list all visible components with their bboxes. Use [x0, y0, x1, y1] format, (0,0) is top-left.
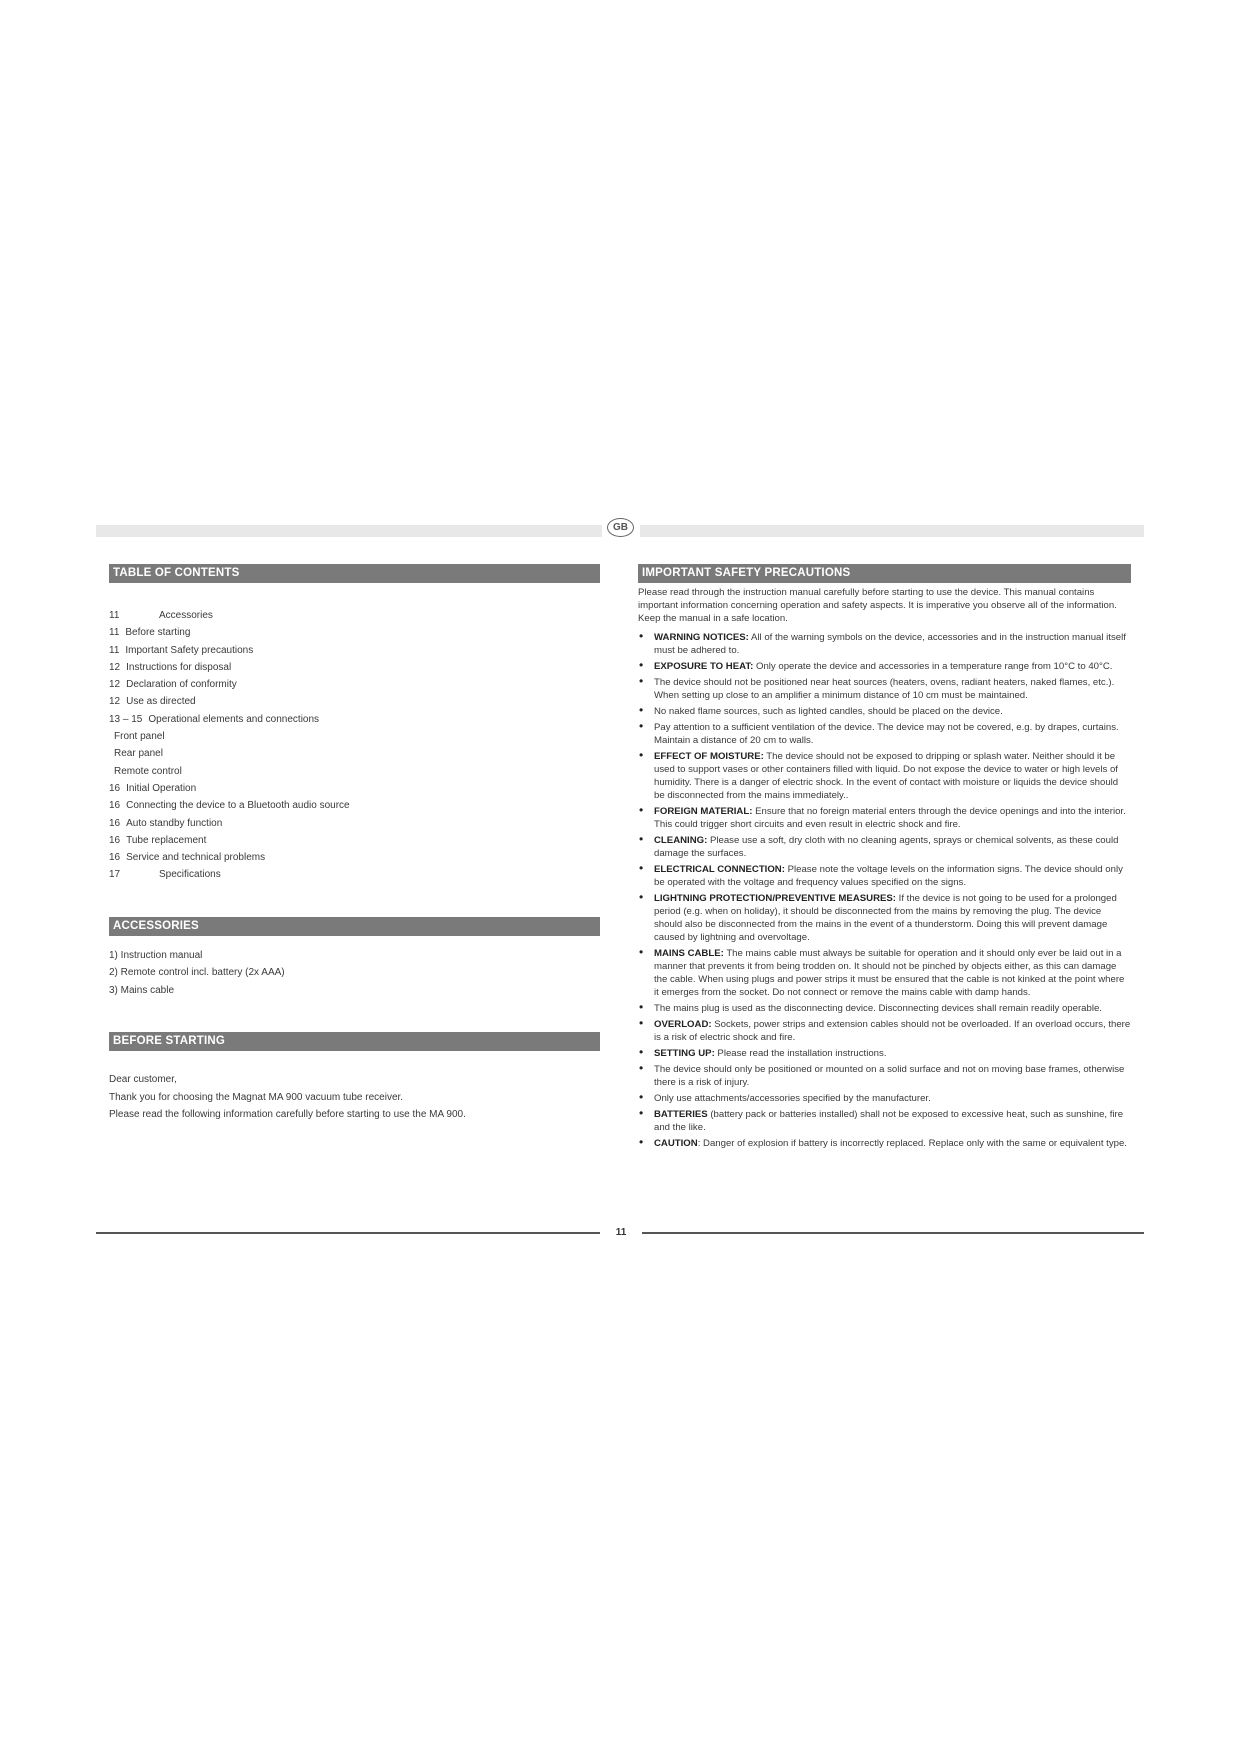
safety-item-text: Pay attention to a sufficient ventilation of the device. The device may not be covered, e.g. by drapes, curtains. Maintain a distance of 20 cm to walls.	[654, 722, 1119, 746]
paragraph: Please read the following information carefully before starting to use the MA 900.	[109, 1109, 466, 1121]
header-rule-right	[640, 525, 1144, 537]
safety-item	[638, 863, 1131, 889]
safety-item	[638, 705, 1131, 718]
safety-item-keyword: CAUTION	[654, 1138, 698, 1149]
list-item: 2) Remote control incl. battery (2x AAA)	[109, 967, 285, 979]
safety-item-text: Sockets, power strips and extension cables should not be overloaded. If an overload occurs, there is a risk of electric shock and fire.	[654, 1019, 1131, 1043]
safety-item-keyword: ELECTRICAL CONNECTION:	[654, 864, 785, 875]
paragraph: Dear customer,	[109, 1074, 177, 1086]
safety-item-keyword: EFFECT OF MOISTURE:	[654, 751, 764, 762]
toc-page-number: 13 – 15	[109, 713, 143, 725]
toc-label: Use as directed	[126, 696, 196, 708]
page-number: 11	[615, 1227, 627, 1238]
safety-item	[638, 1018, 1131, 1044]
safety-item-keyword: BATTERIES	[654, 1109, 708, 1120]
toc-label: Initial Operation	[126, 782, 197, 794]
accessories-list	[109, 947, 600, 1000]
toc-list	[109, 607, 600, 884]
safety-item-text: (battery pack or batteries installed) shall not be exposed to excessive heat, such as sunshine, fire and the like.	[654, 1109, 1124, 1133]
before-starting-heading: BEFORE STARTING	[109, 1032, 600, 1051]
toc-label: Auto standby function	[126, 817, 223, 829]
safety-item-text: The device should only be positioned or mounted on a solid surface and not on moving base frames, otherwise there is a risk of injury.	[654, 1064, 1125, 1088]
safety-item	[638, 1002, 1131, 1015]
toc-item	[109, 711, 600, 728]
safety-item	[638, 1092, 1131, 1105]
toc-item	[109, 676, 600, 693]
toc-label: Important Safety precautions	[125, 644, 254, 656]
toc-label: Before starting	[125, 627, 191, 639]
safety-item	[638, 947, 1131, 999]
safety-item-text: : Danger of explosion if battery is incorrectly replaced. Replace only with the same or equivalent type.	[697, 1138, 1127, 1149]
safety-item-keyword: WARNING NOTICES:	[654, 632, 749, 643]
right-column	[638, 564, 1131, 1153]
safety-item-text: All of the warning symbols on the device, accessories and in the instruction manual itself must be adhered to.	[654, 632, 1126, 656]
safety-item-text: Please read the installation instructions.	[714, 1048, 887, 1059]
safety-item-keyword: FOREIGN MATERIAL:	[654, 806, 753, 817]
toc-label: Service and technical problems	[126, 852, 266, 864]
toc-label: Instructions for disposal	[126, 661, 232, 673]
safety-item-text: If the device is not going to be used for a prolonged period (e.g. when on holiday), it should be disconnected from the mains by removing the plug. The device should also be disconnected from the mains in the event of a thunderstorm. Doing this will prevent damage caused by lightning and overvoltage.	[654, 893, 1117, 943]
toc-page-number: 12	[109, 679, 121, 691]
safety-item-keyword: EXPOSURE TO HEAT:	[654, 661, 754, 672]
toc-item	[109, 797, 600, 814]
safety-item	[638, 660, 1131, 673]
safety-item-text: Please note the voltage levels on the information signs. The device should only be operated with the voltage and frequency values specified on the signs.	[654, 864, 1123, 888]
toc-item	[109, 728, 600, 745]
toc-item	[109, 659, 600, 676]
toc-label: Declaration of conformity	[126, 679, 237, 691]
safety-list	[638, 631, 1131, 1150]
list-item: 1) Instruction manual	[109, 949, 203, 961]
footer-rule-right	[642, 1232, 1144, 1234]
toc-page-number: 11	[109, 644, 120, 656]
accessories-heading: ACCESSORIES	[109, 917, 600, 936]
safety-item-keyword: MAINS CABLE:	[654, 948, 724, 959]
paragraph: Thank you for choosing the Magnat MA 900 vacuum tube receiver.	[109, 1091, 404, 1103]
toc-label: Connecting the device to a Bluetooth audio source	[126, 800, 350, 812]
toc-item	[109, 832, 600, 849]
toc-item	[109, 815, 600, 832]
toc-label: Accessories	[159, 610, 213, 621]
before-starting-text	[109, 1071, 600, 1124]
safety-item	[638, 1047, 1131, 1060]
toc-page-number: 11	[109, 627, 120, 639]
toc-label: Tube replacement	[126, 834, 207, 846]
safety-item	[638, 1063, 1131, 1089]
toc-item	[109, 866, 600, 883]
toc-page-number: 11	[109, 610, 120, 621]
safety-item-keyword: SETTING UP:	[654, 1048, 715, 1059]
toc-page-number: 17	[109, 869, 121, 881]
footer-rule-left	[96, 1232, 600, 1234]
safety-item-text: The device should not be exposed to dripping or splash water. Neither should it be used to support vases or other containers filled with liquid. Do not expose the device to water or high levels of humidity. There is a danger of electric shock. In the event of contact with moisture or liquids the device should be disconnected from the mains immediately..	[654, 751, 1119, 801]
list-item: 3) Mains cable	[109, 984, 175, 996]
safety-heading: IMPORTANT SAFETY PRECAUTIONS	[638, 564, 1131, 583]
toc-item	[109, 607, 600, 624]
safety-item	[638, 805, 1131, 831]
safety-item-text: The device should not be positioned near heat sources (heaters, ovens, radiant heaters, naked flames, etc.). When setting up close to an amplifier a minimum distance of 10 cm must be maintained.	[654, 677, 1115, 701]
toc-item	[109, 693, 600, 710]
toc-item	[109, 745, 600, 762]
safety-item	[638, 721, 1131, 747]
toc-item	[109, 763, 600, 780]
safety-item-text: No naked flame sources, such as lighted candles, should be placed on the device.	[654, 706, 1003, 717]
toc-item	[109, 849, 600, 866]
toc-label: Front panel	[114, 731, 165, 743]
safety-item	[638, 1108, 1131, 1134]
safety-item	[638, 892, 1131, 944]
toc-item	[109, 624, 600, 641]
toc-label: Operational elements and connections	[148, 713, 320, 725]
safety-item	[638, 750, 1131, 802]
safety-item	[638, 676, 1131, 702]
toc-label: Rear panel	[114, 748, 163, 760]
toc-page-number: 12	[109, 661, 121, 673]
toc-page-number: 16	[109, 852, 121, 864]
safety-item-keyword: OVERLOAD:	[654, 1019, 712, 1030]
safety-item-keyword: LIGHTNING PROTECTION/PREVENTIVE MEASURES:	[654, 893, 896, 904]
toc-item	[109, 642, 600, 659]
safety-item-keyword: CLEANING:	[654, 835, 708, 846]
safety-item-text: Only use attachments/accessories specified by the manufacturer.	[654, 1093, 931, 1104]
toc-label: Remote control	[114, 765, 182, 777]
safety-item-text: Ensure that no foreign material enters through the device openings and into the interior. This could trigger short circuits and even result in electric shock and fire.	[654, 806, 1126, 830]
toc-page-number: 16	[109, 817, 121, 829]
toc-page-number: 16	[109, 782, 121, 794]
toc-page-number: 16	[109, 800, 121, 812]
safety-intro: Please read through the instruction manual carefully before starting to use the device. This manual contains important information concerning operation and safety aspects. It is imperative you observe all of the information. Keep the manual in a safe location.	[638, 587, 1117, 624]
toc-page-number: 16	[109, 834, 121, 846]
safety-item-text: The mains cable must always be suitable for operation and it should only ever be laid out in a manner that prevents it from being trodden on. It should not be pinched by objects either, as this can damage the cable. When using plugs and power strips it must be ensured that the cable is not kinked at the point where it emerges from the socket. Do not connect or remove the mains cable with damp hands.	[654, 948, 1125, 998]
safety-item-text: Only operate the device and accessories in a temperature range from 10°C to 40°C.	[753, 661, 1113, 672]
safety-item	[638, 834, 1131, 860]
safety-item	[638, 1137, 1131, 1150]
toc-label: Specifications	[159, 869, 221, 881]
language-badge: GB	[607, 518, 634, 537]
toc-item	[109, 780, 600, 797]
toc-heading: TABLE OF CONTENTS	[109, 564, 600, 583]
safety-item-text: The mains plug is used as the disconnecting device. Disconnecting devices shall remain readily operable.	[654, 1003, 1102, 1014]
header-rule-left	[96, 525, 602, 537]
safety-item-text: Please use a soft, dry cloth with no cleaning agents, sprays or chemical solvents, as these could damage the surfaces.	[654, 835, 1119, 859]
toc-page-number: 12	[109, 696, 121, 708]
safety-item	[638, 631, 1131, 657]
left-column	[109, 564, 600, 1124]
